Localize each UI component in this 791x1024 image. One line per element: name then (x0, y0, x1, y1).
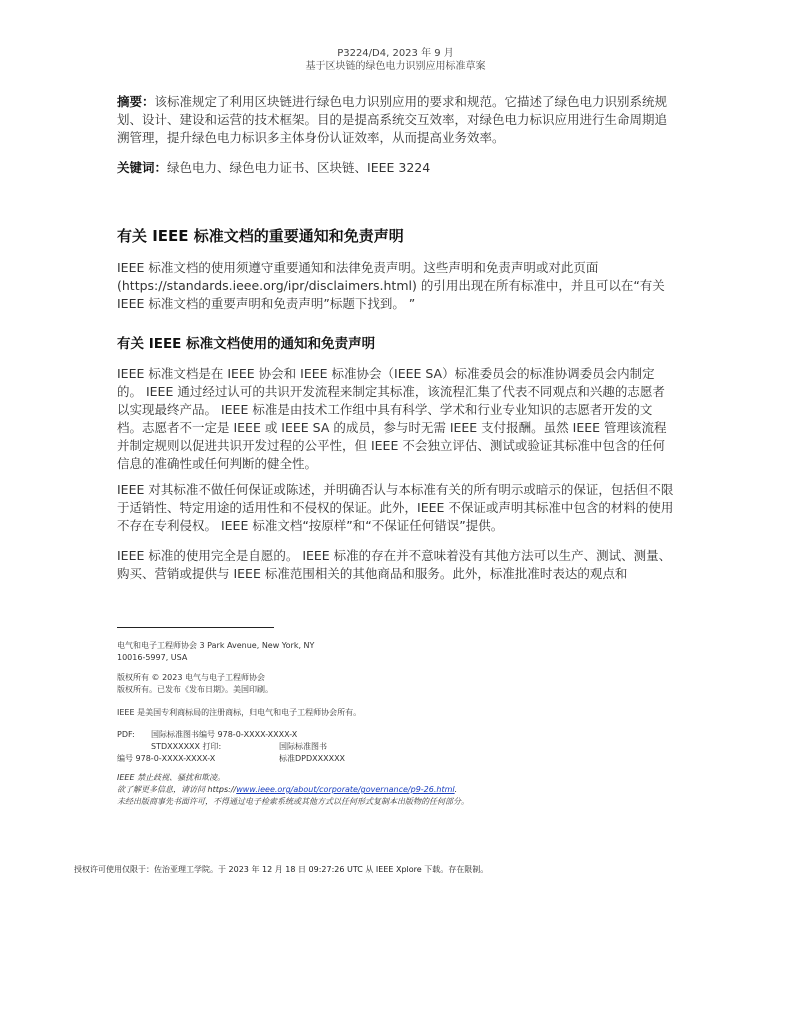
footnote-trademark: IEEE 是美国专利商标局的注册商标，归电气和电子工程师协会所有。 (117, 708, 362, 717)
notice-discrimination: IEEE 禁止歧视、骚扰和欺凌。 (117, 773, 226, 782)
copyright-line-2: 版权所有。已发布《发布日期》。美国印刷。 (117, 685, 273, 694)
footnote-address (117, 640, 677, 664)
abstract-text: 该标准规定了利用区块链进行绿色电力识别应用的要求和规范。它描述了绿色电力识别系统规划、设计、建设和运营的技术框架。目的是提高系统交互效率，对绿色电力标识应用进行生命周期追溯管理，提升绿色电力标识多主体身份认证效率，从而提高业务效率。 (117, 94, 668, 145)
running-header (0, 47, 791, 73)
pdf-label: PDF: (117, 730, 135, 739)
print-isbn: 编号 978-0-XXXX-XXXX-X (117, 754, 216, 763)
notice-more-info-end: . (454, 785, 458, 794)
section1-paragraph: IEEE 标准文档的使用须遵守重要通知和法律免责声明。这些声明和免责声明或对此页面 (https://standards.ieee.org/ipr/disclaimers.html) 的引用出现在所有标准中，并且可以在“有关 IEEE 标准文档的重要声明和免责声明”标题下找到。 ” (117, 260, 665, 311)
abstract-paragraph (117, 93, 677, 147)
keywords-label: 关键词： (117, 160, 168, 175)
keywords-paragraph (117, 159, 677, 177)
policy-link[interactable]: www.ieee.org/about/corporate/governance/p9-26.html (236, 785, 455, 794)
notice-more-info (117, 784, 677, 796)
footnote-isbn-block (117, 729, 677, 765)
license-notice: 授权许可使用仅限于：佐治亚理工学院。于 2023 年 12 月 18 日 09:27:26 UTC 从 IEEE Xplore 下载。存在限制。 (74, 865, 489, 874)
address-line-1: 电气和电子工程师协会 3 Park Avenue, New York, NY (117, 641, 315, 650)
print-isbn-label: 国际标准图书 (279, 742, 327, 751)
address-line-2: 10016-5997, USA (117, 653, 188, 662)
header-draft-id: P3224/D4, 2023 年 9 月 (337, 48, 454, 59)
footnote-divider (117, 627, 274, 628)
section-heading-notices: 有关 IEEE 标准文档的重要通知和免责声明 (117, 227, 404, 245)
copyright-line-1: 版权所有 © 2023 电气与电子工程师协会 (117, 673, 265, 682)
footnote-copyright (117, 672, 677, 696)
notice-more-info-text: 欲了解更多信息，请访问 https:// (117, 785, 237, 794)
header-draft-title: 基于区块链的绿色电力识别应用标准草案 (305, 61, 486, 72)
isbn-row-pdf (117, 729, 677, 741)
keywords-text: 绿色电力、绿色电力证书、区块链、IEEE 3224 (167, 160, 431, 175)
section-heading-usage: 有关 IEEE 标准文档使用的通知和免责声明 (117, 336, 376, 352)
isbn-row-number (117, 753, 677, 765)
pdf-isbn: 国际标准图书编号 978-0-XXXX-XXXX-X (151, 730, 298, 739)
section2-paragraph-3: IEEE 标准的使用完全是自愿的。 IEEE 标准的存在并不意味着没有其他方法可以生产、测试、测量、购买、营销或提供与 IEEE 标准范围相关的其他商品和服务。此外，标准批准时表达的观点和 (117, 548, 672, 581)
isbn-row-print (117, 741, 677, 753)
footnote-notices (117, 772, 677, 808)
stdx-print: STDXXXXXX 打印: (151, 742, 222, 751)
section2-paragraph-2: IEEE 对其标准不做任何保证或陈述，并明确否认与本标准有关的所有明示或暗示的保证，包括但不限于适销性、特定用途的适用性和不侵权的保证。此外，IEEE 不保证或声明其标准中包含的材料的使用不存在专利侵权。 IEEE 标准文档“按原样”和“不保证任何错误”提供。 (117, 482, 674, 533)
section2-paragraph-1: IEEE 标准文档是在 IEEE 协会和 IEEE 标准协会（IEEE SA）标准委员会的标准协调委员会内制定的。 IEEE 通过经过认可的共识开发流程来制定其标准，该流程汇集了代表不同观点和兴趣的志愿者以实现最终产品。 IEEE 标准是由技术工作组中具有科学、学术和行业专业知识的志愿者开发的文档。志愿者不一定是 IEEE 或 IEEE SA 的成员，参与时无需 IEEE 支付报酬。虽然 IEEE 管理该流程并制定规则以促进共识开发过程的公平性，但 IEEE 不会独立评估、测试或验证其标准中包含的任何信息的准确性或任何判断的健全性。 (117, 366, 667, 471)
stdpd-number: 标准DPDXXXXXX (279, 754, 346, 763)
notice-reproduction: 未经出版商事先书面许可，不得通过电子检索系统或其他方式以任何形式复制本出版物的任何部分。 (117, 797, 469, 806)
abstract-label: 摘要： (117, 94, 155, 109)
